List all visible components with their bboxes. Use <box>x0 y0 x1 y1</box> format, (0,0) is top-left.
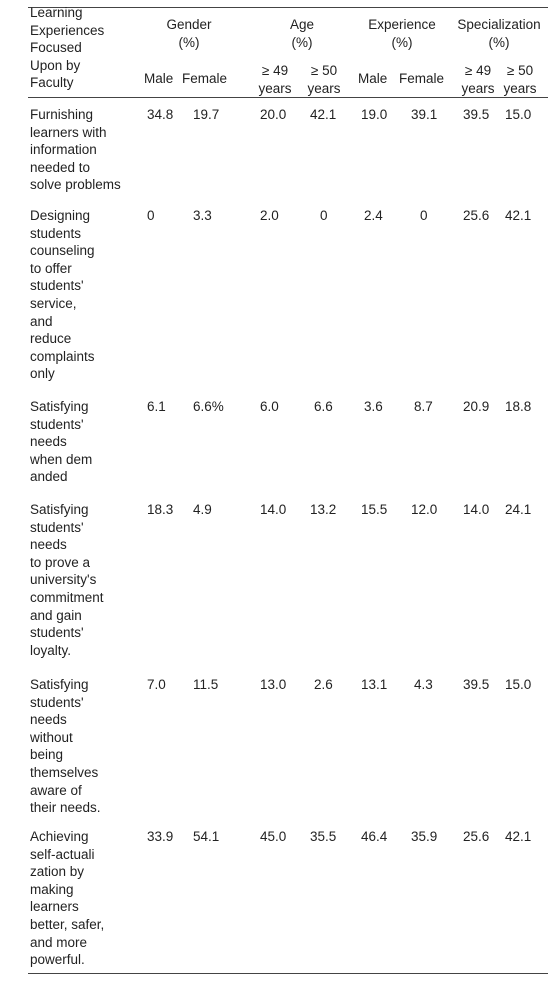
subheader-specialization-49: ≥ 49 years <box>461 63 495 96</box>
cell: 46.4 <box>361 829 388 844</box>
cell: 33.9 <box>147 829 174 844</box>
cell: 0 <box>320 208 328 223</box>
cell: 34.8 <box>147 107 174 122</box>
subheader-experience-female: Female <box>399 71 445 86</box>
top-rule <box>28 7 548 8</box>
cell: 13.1 <box>361 677 388 692</box>
cell: 19.0 <box>361 107 388 122</box>
cell: 20.0 <box>260 107 287 122</box>
row-label: Achieving self-actuali zation by making learners better, safer, and more powerful. <box>30 829 105 968</box>
row-label: Furnishing learners with information needed to solve problems <box>30 107 121 193</box>
cell: 35.5 <box>310 829 337 844</box>
bottom-rule <box>28 973 548 974</box>
cell: 25.6 <box>463 208 490 223</box>
subheader-age-50: ≥ 50 years <box>307 63 341 96</box>
group-unit-experience: (%) <box>391 35 413 50</box>
group-title-age: Age <box>289 17 315 32</box>
cell: 4.3 <box>414 677 433 692</box>
cell: 3.3 <box>193 208 212 223</box>
cell: 3.6 <box>364 399 383 414</box>
cell: 2.4 <box>364 208 383 223</box>
cell: 42.1 <box>310 107 337 122</box>
subheader-experience-male: Male <box>358 71 388 86</box>
group-unit-specialization: (%) <box>488 35 510 50</box>
cell: 15.0 <box>505 677 532 692</box>
group-title-gender: Gender <box>166 17 212 32</box>
subheader-age-49: ≥ 49 years <box>258 63 292 96</box>
cell: 45.0 <box>260 829 287 844</box>
group-title-experience: Experience <box>368 17 436 32</box>
cell: 15.0 <box>505 107 532 122</box>
cell: 14.0 <box>463 502 490 517</box>
cell: 19.7 <box>193 107 220 122</box>
cell: 2.0 <box>260 208 279 223</box>
cell: 0 <box>420 208 428 223</box>
cell: 18.3 <box>147 502 174 517</box>
cell: 39.5 <box>463 107 490 122</box>
cell: 13.2 <box>310 502 337 517</box>
cell: 4.9 <box>193 502 212 517</box>
cell: 39.5 <box>463 677 490 692</box>
group-unit-gender: (%) <box>178 35 200 50</box>
subheader-gender-male: Male <box>144 71 174 86</box>
cell: 15.5 <box>361 502 388 517</box>
cell: 25.6 <box>463 829 490 844</box>
cell: 13.0 <box>260 677 287 692</box>
header-first-column: Learning Experiences Focused Upon by Faculty <box>30 5 105 91</box>
cell: 24.1 <box>505 502 532 517</box>
cell: 20.9 <box>463 399 490 414</box>
cell: 14.0 <box>260 502 287 517</box>
subheader-gender-female: Female <box>182 71 228 86</box>
cell: 6.6 <box>314 399 333 414</box>
row-label: Designing students counseling to offer students' service, and reduce complaints only <box>30 208 95 382</box>
group-unit-age: (%) <box>291 35 313 50</box>
row-label: Satisfying students' needs when dem anded <box>30 399 93 485</box>
cell: 42.1 <box>505 829 532 844</box>
cell: 6.6% <box>193 399 224 414</box>
cell: 54.1 <box>193 829 220 844</box>
cell: 39.1 <box>411 107 438 122</box>
group-title-specialization: Specialization <box>457 17 541 32</box>
cell: 42.1 <box>505 208 532 223</box>
cell: 0 <box>147 208 155 223</box>
cell: 6.1 <box>147 399 166 414</box>
cell: 35.9 <box>411 829 438 844</box>
cell: 18.8 <box>505 399 532 414</box>
cell: 12.0 <box>411 502 438 517</box>
row-label: Satisfying students' needs to prove a university's commitment and gain students' loyalty. <box>30 502 104 658</box>
cell: 2.6 <box>314 677 333 692</box>
cell: 6.0 <box>260 399 279 414</box>
row-label: Satisfying students' needs without being themselves aware of their needs. <box>30 677 101 816</box>
cell: 7.0 <box>147 677 166 692</box>
subheader-specialization-50: ≥ 50 years <box>503 63 537 96</box>
cell: 11.5 <box>193 677 219 692</box>
cell: 8.7 <box>414 399 433 414</box>
